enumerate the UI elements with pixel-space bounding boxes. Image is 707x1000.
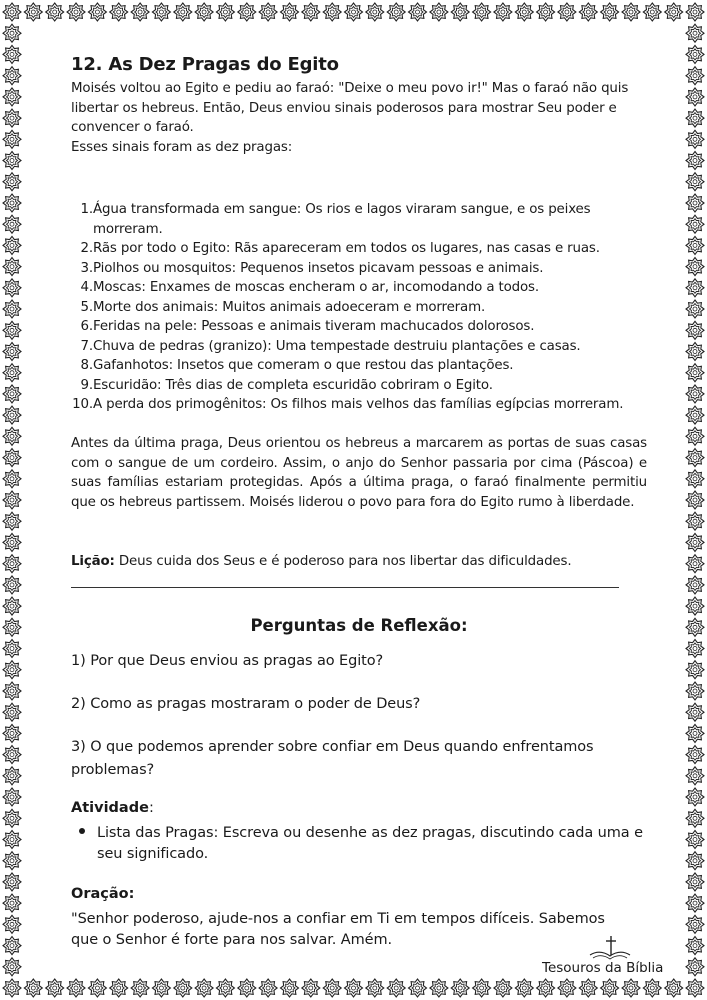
list-item <box>71 298 661 318</box>
list-item <box>71 239 661 259</box>
reflection-question: 3) O que podemos aprender sobre confiar em Deus quando enfrentamos problemas? <box>71 739 594 778</box>
list-item <box>71 259 661 279</box>
item-text: Rãs por todo o Egito: Rãs apareceram em todos os lugares, nas casas e ruas. <box>93 241 600 256</box>
activity-label: Atividade <box>71 800 149 816</box>
brand-name: Tesouros da Bíblia <box>542 960 664 976</box>
reflection-title: Perguntas de Reflexão: <box>250 616 468 635</box>
item-text: A perda dos primogênitos: Os filhos mais velhos das famílias egípcias morreram. <box>93 397 624 412</box>
divider <box>71 587 619 588</box>
list-item <box>71 317 661 337</box>
reflection-question: 1) Por que Deus enviou as pragas ao Egito? <box>71 653 384 669</box>
item-text: Escuridão: Três dias de completa escuridão cobriram o Egito. <box>93 377 493 393</box>
item-number: 4. <box>80 280 93 295</box>
item-number: 1. <box>80 202 93 217</box>
reflection-question: 2) Como as pragas mostraram o poder de Deus? <box>71 696 421 712</box>
item-number: 2. <box>80 241 93 256</box>
item-number: 6. <box>80 319 93 334</box>
bullet-icon <box>79 828 85 834</box>
page-title: 12. As Dez Pragas do Egito <box>71 54 339 75</box>
item-text: Gafanhotos: Insetos que comeram o que restou das plantações. <box>93 358 514 373</box>
item-number: 8. <box>80 358 93 373</box>
item-number: 9. <box>80 377 93 393</box>
item-text: Piolhos ou mosquitos: Pequenos insetos picavam pessoas e animais. <box>93 260 544 276</box>
prayer-text: "Senhor poderoso, ajude-nos a confiar em Ti em tempos difíceis. Sabemos que o Senhor é forte para nos salvar. Amém. <box>71 911 605 948</box>
list-item <box>71 337 661 357</box>
item-text: Chuva de pedras (granizo): Uma tempestade destruiu plantações e casas. <box>93 338 581 354</box>
list-item <box>71 200 661 239</box>
lesson <box>71 552 647 572</box>
intro-paragraph: Moisés voltou ao Egito e pediu ao faraó: "Deixe o meu povo ir!" Mas o faraó não quis libertar os hebreus. Então, Deus enviou sinais poderosos para mostrar Seu poder e convencer o faraó. <box>71 81 629 135</box>
item-text: Água transformada em sangue: Os rios e lagos viraram sangue, e os peixes morreram. <box>93 202 591 237</box>
intro-lead-in: Esses sinais foram as dez pragas: <box>71 139 293 155</box>
item-text: Morte dos animais: Muitos animais adoeceram e morreram. <box>93 299 486 315</box>
prayer-label: Oração: <box>71 886 135 902</box>
list-item <box>71 395 661 415</box>
lesson-label: Lição: <box>71 554 115 569</box>
item-number: 5. <box>80 299 93 315</box>
activity-heading <box>71 800 154 816</box>
item-text: Feridas na pele: Pessoas e animais tiveram machucados dolorosos. <box>93 319 535 334</box>
plagues-list <box>71 200 661 415</box>
item-number: 7. <box>80 338 93 354</box>
cross-open-book-icon <box>586 935 634 963</box>
item-text: Moscas: Enxames de moscas encheram o ar, incomodando a todos. <box>93 280 539 295</box>
item-number: 10. <box>72 397 93 412</box>
activity-item: Lista das Pragas: Escreva ou desenhe as dez pragas, discutindo cada uma e seu significado. <box>97 825 643 862</box>
story-paragraph: Antes da última praga, Deus orientou os hebreus a marcarem as portas de suas casas com o sangue de um cordeiro. Assim, o anjo do Senhor passaria por cima (Páscoa) e suas famílias estariam protegidas. Após a última praga, o faraó finalmente permitiu que os hebreus partissem. Moisés liderou o povo para fora do Egito rumo à liberdade. <box>71 436 647 510</box>
activity-colon: : <box>148 800 154 816</box>
lesson-text: Deus cuida dos Seus e é poderoso para nos libertar das dificuldades. <box>114 554 572 569</box>
list-item <box>71 356 661 376</box>
item-number: 3. <box>80 260 93 276</box>
list-item <box>71 376 661 396</box>
list-item <box>71 278 661 298</box>
intro-text <box>71 79 647 157</box>
